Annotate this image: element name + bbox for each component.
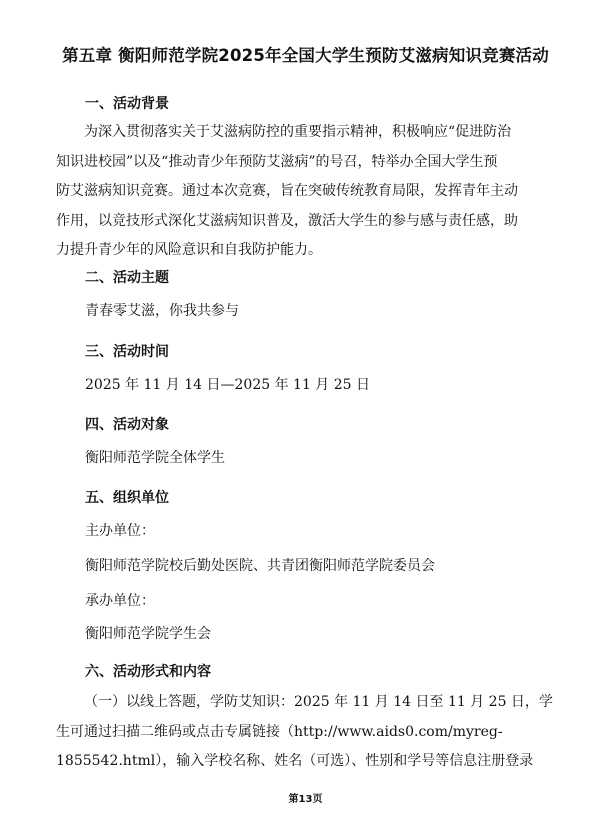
paragraph-line: 力提升青少年的风险意识和自我防护能力。: [56, 242, 322, 258]
section-heading-theme: 二、活动主题: [85, 270, 169, 286]
paragraph-line: 知识进校园”以及“推动青少年预防艾滋病”的号召，特举办全国大学生预: [56, 153, 498, 170]
page-title: 第五章 衡阳师范学院2025年全国大学生预防艾滋病知识竞赛活动: [62, 46, 549, 65]
section-heading-organizers: 五、组织单位: [85, 490, 169, 506]
theme-text: 青春零艾滋，你我共参与: [85, 303, 239, 319]
undertaker-label: 承办单位：: [85, 593, 155, 609]
section-heading-audience: 四、活动对象: [85, 417, 169, 433]
paragraph-line: 防艾滋病知识竞赛。通过本次竞赛，旨在突破传统教育局限，发挥青年主动: [56, 183, 518, 199]
paragraph-line: 1855542.html），输入学校名称、姓名（可选）、性别和学号等信息注册登录: [56, 753, 534, 769]
paragraph-line: 生可通过扫描二维码或点击专属链接（http://www.aids0.com/myreg-: [56, 723, 503, 740]
paragraph-line: （一）以线上答题，学防艾知识：2025 年 11 月 14 日至 11 月 25 日，学: [84, 694, 553, 710]
section-heading-time: 三、活动时间: [85, 344, 169, 360]
section-heading-background: 一、活动背景: [85, 96, 169, 112]
host-text: 衡阳师范学院校后勤处医院、共青团衡阳师范学院委员会: [85, 558, 435, 574]
time-text: 2025 年 11 月 14 日—2025 年 11 月 25 日: [85, 377, 371, 393]
host-label: 主办单位：: [85, 523, 155, 539]
paragraph-line: 作用，以竞技形式深化艾滋病知识普及，激活大学生的参与感与责任感，助: [56, 212, 518, 229]
background-paragraph: [56, 118, 556, 266]
audience-text: 衡阳师范学院全体学生: [85, 450, 225, 466]
undertaker-text: 衡阳师范学院学生会: [85, 626, 211, 642]
section-heading-format: 六、活动形式和内容: [85, 664, 211, 680]
paragraph-line: 为深入贯彻落实关于艾滋病防控的重要指示精神，积极响应“促进防治: [84, 124, 512, 140]
format-paragraph: [56, 688, 556, 777]
page-number: 第13页: [288, 794, 323, 805]
